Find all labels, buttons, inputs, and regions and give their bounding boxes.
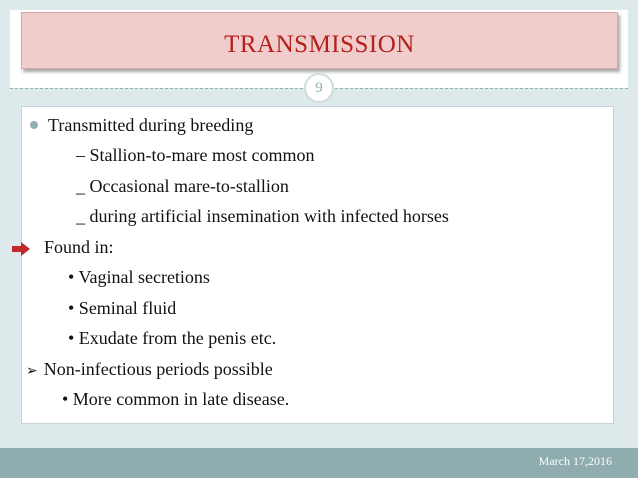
page-number: 9 [315, 79, 323, 96]
sub-item-4: • Vaginal secretions [68, 267, 210, 287]
sub-item-3: _ during artificial insemination with infected horses [76, 206, 449, 226]
footer-bar [0, 448, 638, 478]
bullet-item-1-text: Transmitted during breeding [48, 115, 254, 135]
red-arrow-bullet-icon [12, 242, 32, 256]
sub-item-2: _ Occasional mare-to-stallion [76, 176, 289, 196]
slide-title: TRANSMISSION [224, 30, 415, 58]
sub-item-5: • Seminal fluid [68, 298, 177, 318]
bullet-item-2: Found in: [44, 237, 114, 257]
content-box [21, 106, 614, 424]
circle-bullet-icon [30, 121, 38, 129]
sub-item-7: • More common in late disease. [62, 389, 290, 409]
sub-item-1: – Stallion-to-mare most common [76, 145, 315, 165]
sub-item-6: • Exudate from the penis etc. [68, 328, 277, 348]
bullet-item-3-text: Non-infectious periods possible [43, 359, 273, 379]
footer-date: March 17,2016 [538, 454, 612, 468]
title-box [21, 12, 618, 69]
bullet-item-3 [26, 359, 273, 380]
page-number-badge [304, 73, 334, 103]
bullet-item-1 [30, 115, 253, 136]
arrowhead-bullet-icon: ➢ [26, 363, 38, 379]
